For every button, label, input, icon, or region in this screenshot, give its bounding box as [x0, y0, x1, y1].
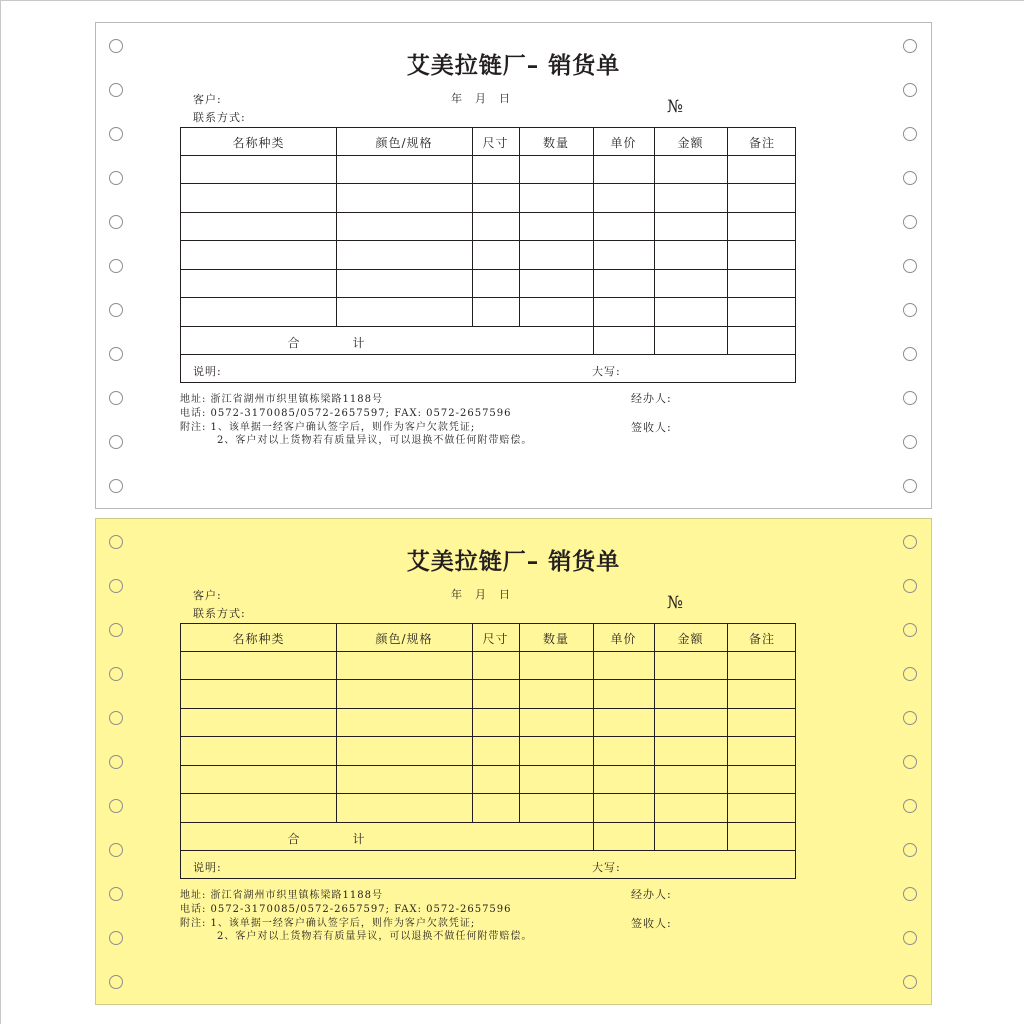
remark-line-2: 2、客户对以上货物若有质量异议，可以退换不做任何附带赔偿。 — [217, 435, 533, 446]
column-header: 数量 — [542, 136, 569, 150]
total-row-label: 合 计 — [287, 336, 366, 350]
form-title: 艾美拉链厂– 销货单 — [406, 52, 621, 79]
phone-fax-line: 电话: 0572-3170085/0572-2657597; FAX: 0572-2657596 — [180, 408, 512, 419]
feed-hole — [903, 975, 917, 989]
receiver-label: 签收人: — [631, 917, 672, 930]
feed-hole — [109, 975, 123, 989]
feed-hole — [109, 667, 123, 681]
serial-number-label: № — [667, 97, 684, 117]
note-label: 说明: — [193, 365, 222, 378]
handler-label: 经办人: — [631, 888, 672, 901]
column-header: 颜色/规格 — [375, 136, 433, 150]
receiver-label: 签收人: — [631, 421, 672, 434]
total-row-label: 合 计 — [287, 832, 366, 846]
feed-hole — [903, 259, 917, 273]
feed-hole — [109, 623, 123, 637]
handler-label: 经办人: — [631, 392, 672, 405]
goods-table — [180, 623, 796, 879]
feed-hole — [109, 579, 123, 593]
column-header: 尺寸 — [482, 136, 509, 150]
feed-hole — [109, 303, 123, 317]
feed-hole — [903, 711, 917, 725]
feed-hole — [109, 755, 123, 769]
sales-slip-white-copy — [95, 22, 932, 509]
feed-hole — [903, 479, 917, 493]
goods-table — [180, 127, 796, 383]
contact-label: 联系方式: — [193, 111, 246, 124]
column-header: 金额 — [677, 136, 704, 150]
feed-hole — [903, 171, 917, 185]
feed-hole — [903, 83, 917, 97]
remark-line-1: 附注: 1、该单据一经客户确认签字后，则作为客户欠款凭证; — [180, 422, 476, 433]
feed-hole — [903, 347, 917, 361]
column-header: 尺寸 — [482, 632, 509, 646]
feed-hole — [109, 391, 123, 405]
column-header: 单价 — [610, 632, 637, 646]
feed-hole — [903, 127, 917, 141]
contact-label: 联系方式: — [193, 607, 246, 620]
column-header: 备注 — [748, 632, 775, 646]
feed-hole — [903, 667, 917, 681]
feed-hole — [109, 843, 123, 857]
feed-hole — [903, 799, 917, 813]
feed-hole — [109, 931, 123, 945]
feed-hole — [109, 479, 123, 493]
column-header: 名称种类 — [232, 632, 285, 646]
feed-hole — [109, 711, 123, 725]
form-title: 艾美拉链厂– 销货单 — [406, 548, 621, 575]
remark-line-2: 2、客户对以上货物若有质量异议，可以退换不做任何附带赔偿。 — [217, 931, 533, 942]
date-label: 年 月 日 — [451, 92, 511, 105]
column-header: 名称种类 — [232, 136, 285, 150]
note-label: 说明: — [193, 861, 222, 874]
feed-hole — [109, 83, 123, 97]
remark-line-1: 附注: 1、该单据一经客户确认签字后，则作为客户欠款凭证; — [180, 918, 476, 929]
customer-label: 客户: — [193, 93, 222, 106]
column-header: 单价 — [610, 136, 637, 150]
feed-hole — [903, 931, 917, 945]
feed-hole — [903, 391, 917, 405]
sales-slip-yellow-copy — [95, 518, 932, 1005]
feed-hole — [109, 215, 123, 229]
customer-label: 客户: — [193, 589, 222, 602]
feed-hole — [109, 887, 123, 901]
feed-hole — [109, 799, 123, 813]
serial-number-label: № — [667, 593, 684, 613]
feed-hole — [903, 843, 917, 857]
feed-hole — [109, 171, 123, 185]
feed-hole — [903, 623, 917, 637]
feed-hole — [903, 887, 917, 901]
feed-hole — [903, 579, 917, 593]
column-header: 备注 — [748, 136, 775, 150]
feed-hole — [109, 347, 123, 361]
date-label: 年 月 日 — [451, 588, 511, 601]
feed-hole — [109, 259, 123, 273]
feed-hole — [903, 215, 917, 229]
feed-hole — [903, 303, 917, 317]
column-header: 金额 — [677, 632, 704, 646]
address-line: 地址: 浙江省湖州市织里镇栋梁路1188号 — [180, 890, 383, 901]
feed-hole — [109, 435, 123, 449]
address-line: 地址: 浙江省湖州市织里镇栋梁路1188号 — [180, 394, 383, 405]
feed-hole — [903, 435, 917, 449]
phone-fax-line: 电话: 0572-3170085/0572-2657597; FAX: 0572-2657596 — [180, 904, 512, 915]
capital-amount-label: 大写: — [592, 861, 621, 874]
capital-amount-label: 大写: — [592, 365, 621, 378]
column-header: 颜色/规格 — [375, 632, 433, 646]
column-header: 数量 — [542, 632, 569, 646]
feed-hole — [903, 755, 917, 769]
feed-hole — [109, 127, 123, 141]
